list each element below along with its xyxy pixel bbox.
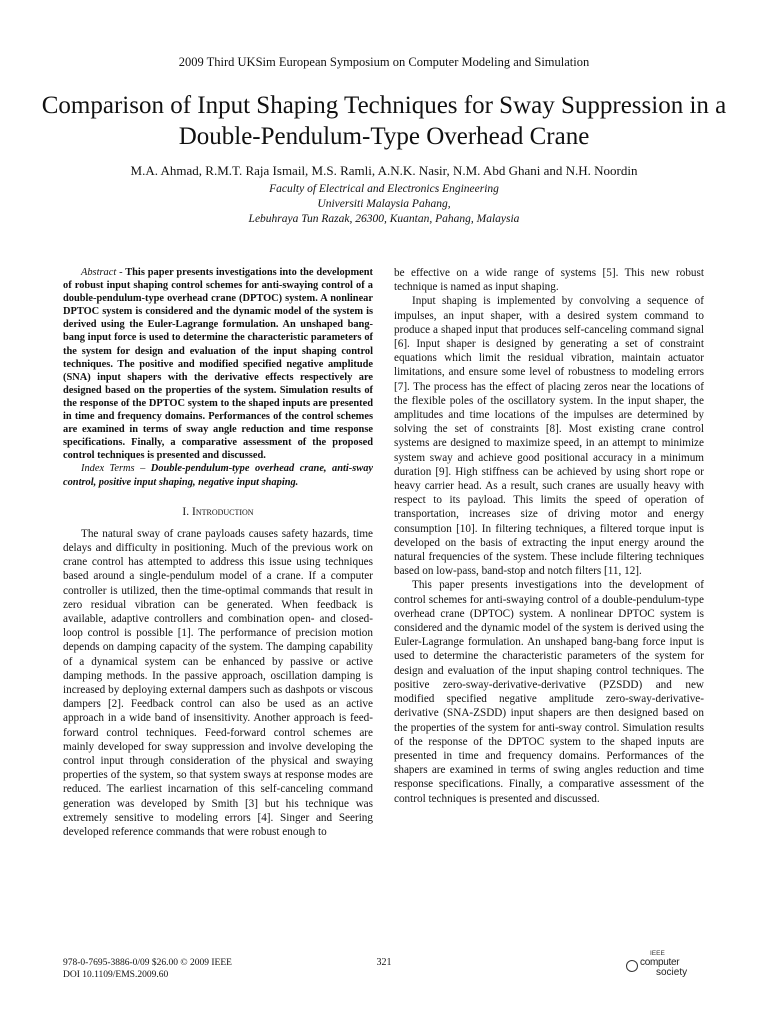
section-title: Introduction xyxy=(191,505,254,518)
section-heading xyxy=(63,505,373,519)
conference-header: 2009 Third UKSim European Symposium on Computer Modeling and Simulation xyxy=(178,55,590,69)
left-column xyxy=(63,266,373,839)
body-paragraph: Input shaping is implemented by convolving a sequence of impulses, an input shaper, with a desired system command to produce a shaped input that produces self-canceling command signal [6]. Input shaper is designed by generating a set of constraint equations which limit the residual vibration, maintain actuator limitations, and ensure some level of robustness to modeling errors [7]. The process has the effect of placing zeros near the locations of the flexible poles of the oscillatory system. In the input shaper, the amplitudes and time locations of the impulses are determined by solving the set of constraints [8]. Most existing crane control systems are designed to maximize speed, in an attempt to minimize system sway and achieve good positional accuracy in a minimum duration [9]. High stiffness can be achieved by using short rope or heavy carrier head. As a result, such cranes are usually heavy with respect to its payload. This limits the speed of operation of transportation, increases size of driving motor and energy consumption [10]. In filtering techniques, a filtered torque input is developed on the basis of extracting the input energy around the natural frequencies of the system. These include filtering techniques based on low-pass, band-stop and notch filters [11, 12]. xyxy=(394,295,704,578)
index-terms-lead: Index Terms – xyxy=(81,463,146,475)
affiliation-line: Lebuhraya Tun Razak, 26300, Kuantan, Pahang, Malaysia xyxy=(248,213,520,225)
abstract-lead: Abstract - xyxy=(81,267,123,278)
affiliation-line: Universiti Malaysia Pahang, xyxy=(317,198,451,210)
logo-text-mid: computer xyxy=(640,957,680,968)
ieee-computer-society-logo xyxy=(626,950,716,980)
logo-text-bottom: society xyxy=(656,967,688,978)
paper-title: Comparison of Input Shaping Techniques for Sway Suppression in a Double-Pendulum-Type Overhead Crane xyxy=(41,92,727,150)
affiliation-line: Faculty of Electrical and Electronics Engineering xyxy=(269,183,499,195)
page-number: 321 xyxy=(376,957,392,968)
affiliation xyxy=(40,182,728,227)
right-column xyxy=(394,266,704,806)
abstract-text: This paper presents investigations into the development of robust input shaping control schemes for anti-swaying control of a double-pendulum-type overhead crane (DPTOC) system. A nonlinear DPTOC system is considered and the dynamic model of the system is derived using the Euler-Lagrange formulation. An unshaped bang-bang input force is used to determine the characteristic parameters of the system for design and evaluation of the input shaping control techniques. The positive and modified specified negative amplitude (SNA) input shapers with the derivative effects respectively are designed based on the properties of the system. Simulation results of the response of the DPTOC system to the shaped inputs are presented in time and frequency domains. Performances of the control schemes are examined in terms of sway angle reduction and time response specifications. Finally, a comparative assessment of the proposed control techniques is presented and discussed. xyxy=(63,267,373,462)
section-number: I. xyxy=(182,505,190,518)
logo-text-top: IEEE xyxy=(650,950,665,957)
index-terms-text: Double-pendulum-type overhead crane, anti-sway control, positive input shaping, negative input shaping. xyxy=(63,463,374,488)
footer-doi: DOI 10.1109/EMS.2009.60 xyxy=(63,970,169,980)
index-terms xyxy=(63,462,373,488)
abstract xyxy=(63,266,373,462)
body-paragraph: be effective on a wide range of systems [5]. This new robust technique is named as input shaping. xyxy=(394,267,704,294)
body-paragraph: This paper presents investigations into the development of control schemes for anti-swaying control of a double-pendulum-type overhead crane (DPTOC) system. A nonlinear DPTOC system is considered and the dynamic model of the system is derived using the Euler-Lagrange formulation. An unshaped bang-bang force input is used to determine the characteristic parameters of the system for design and evaluation of the input shaping control techniques. The positive zero-sway-derivative-derivative (PZSDD) and new modified specified negative amplitude zero-sway-derivative-derivative (SNA-ZSDD) input shapers are then designed based on the properties of the system for anti-sway control. Simulation results of the response of the DPTOC system to the shaped inputs are presented in time and frequency domains. Performances of the shapers are examined in terms of swing angles reduction and time response specifications. Finally, a comparative assessment of the control techniques is presented and discussed. xyxy=(394,579,704,805)
footer-isbn: 978-0-7695-3886-0/09 $26.00 © 2009 IEEE xyxy=(63,958,232,968)
body-paragraph: The natural sway of crane payloads causes safety hazards, time delays and difficulty in positioning. Much of the previous work on crane control has attempted to address this issue using techniques based around a single-pendulum model of a crane. If a computer controller is utilized, then the time-optimal commands that result in zero residual vibration can be generated. When feedback is available, adaptive controllers and combination open- and closed-loop control is possible [1]. The performance of precision motion depends on damping capacity of the system. The damping capability of a dynamical system can be enhanced by passive or active damping methods. In the passive approach, oscillation damping is increased by deploying external dampers such as dashpots or viscous dampers [2]. Feedback control can also be used as an active approach in a wide band of insensitivity. Another approach is feed-forward control techniques. Feed-forward control schemes are mainly developed for sway suppression and involve developing the control input through consideration of the physical and swaying properties of the system, so that system sways at response modes are reduced. The earliest incarnation of this self-canceling command generation was developed by Smith [3] but his technique was extremely sensitive to modeling errors [4]. Singer and Seering developed reference commands that were robust enough to xyxy=(63,527,373,839)
paper-authors: M.A. Ahmad, R.M.T. Raja Ismail, M.S. Ramli, A.N.K. Nasir, N.M. Abd Ghani and N.H. Noordin xyxy=(130,163,638,178)
logo-ring-icon xyxy=(626,960,638,972)
